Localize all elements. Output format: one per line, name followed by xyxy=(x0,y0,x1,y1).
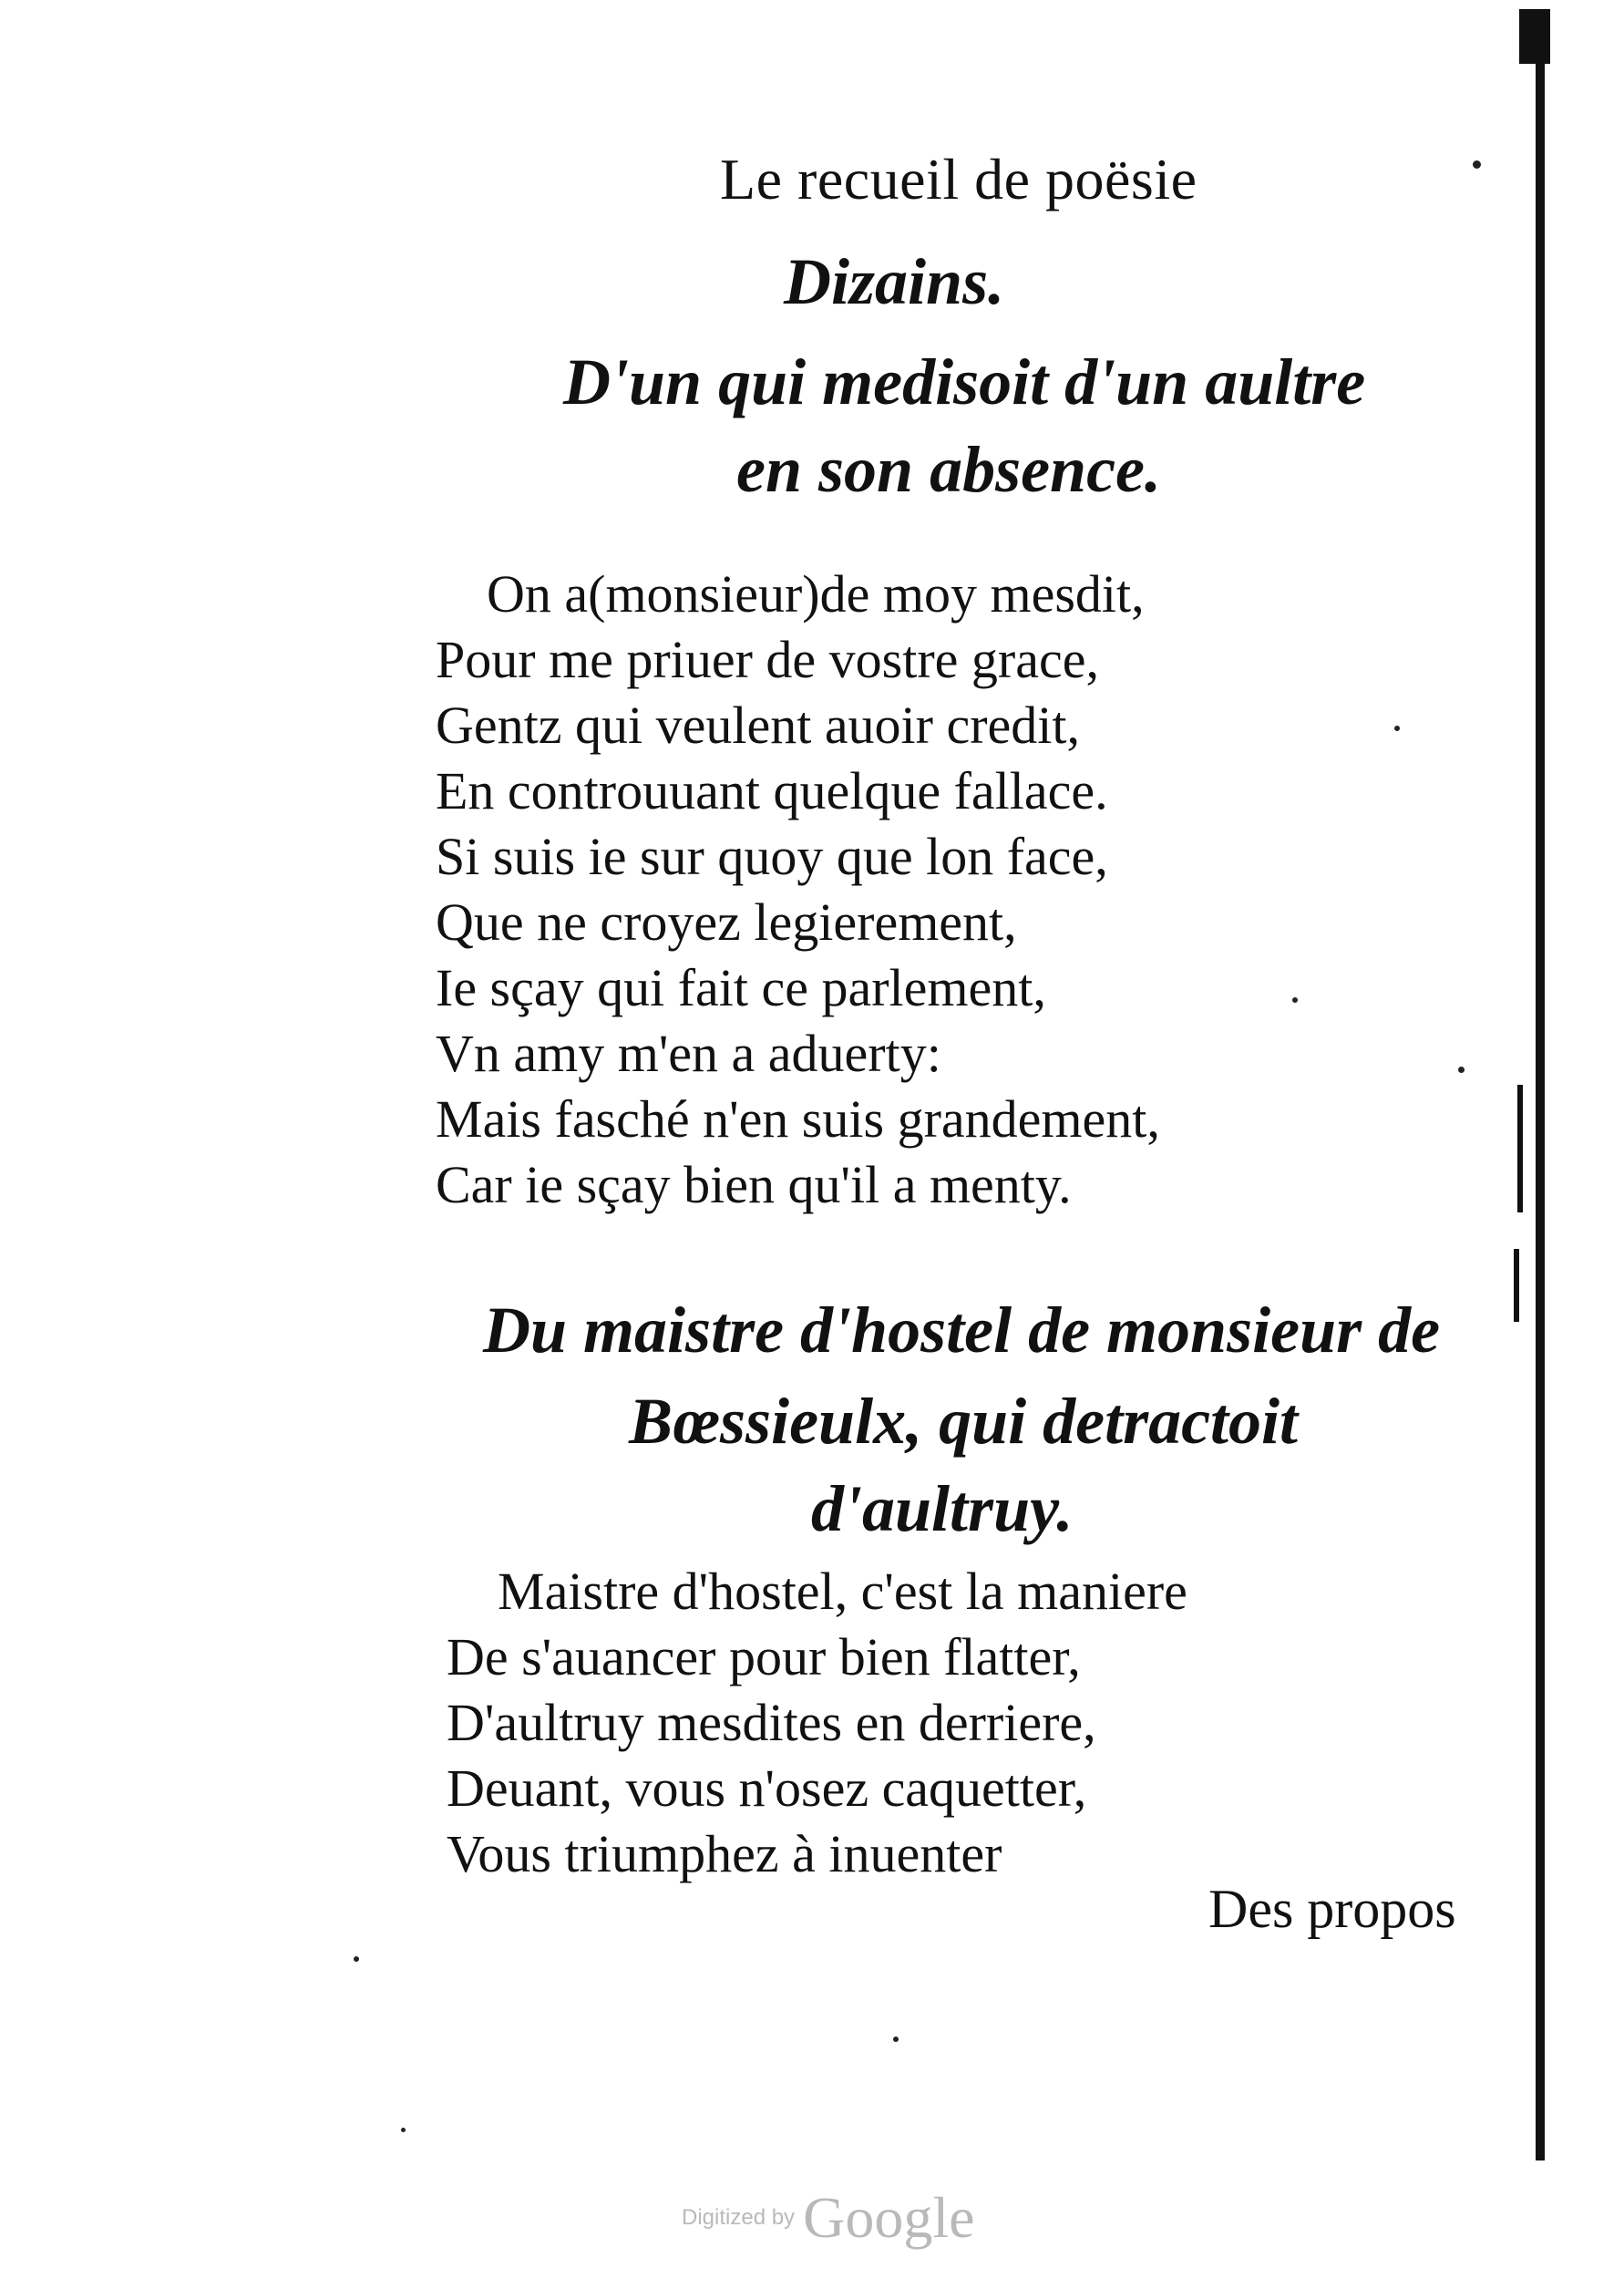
verse-line: Maistre d'hostel, c'est la maniere xyxy=(498,1562,1187,1621)
poem-title-line: D'un qui medisoit d'un aultre xyxy=(563,345,1366,418)
verse-line: De s'auancer pour bien flatter, xyxy=(447,1627,1081,1686)
poem-title-line: Bœssieulx, qui detractoit xyxy=(629,1385,1299,1458)
verse-line: Pour me priuer de vostre grace, xyxy=(436,630,1099,689)
verse-line: Vous triumphez à inuenter xyxy=(447,1824,1002,1883)
scan-speck xyxy=(1458,1067,1465,1073)
scan-speck xyxy=(1292,997,1298,1003)
verse-line: Que ne croyez legierement, xyxy=(436,892,1017,952)
verse-line: Ie sçay qui fait ce parlement, xyxy=(436,958,1046,1017)
running-head: Le recueil de poësie xyxy=(720,147,1197,211)
poem-verse xyxy=(447,1559,1187,1887)
verse-line: Vn amy m'en a aduerty: xyxy=(436,1024,941,1083)
verse-line: On a(monsieur)de moy mesdit, xyxy=(487,564,1145,624)
scan-edge-mark xyxy=(1517,1085,1523,1212)
digitization-watermark xyxy=(682,2184,975,2252)
verse-line: D'aultruy mesdites en derriere, xyxy=(447,1693,1096,1752)
verse-line: Deuant, vous n'osez caquetter, xyxy=(447,1758,1087,1818)
verse-line: Mais fasché n'en suis grandement, xyxy=(436,1089,1160,1149)
scan-edge-line xyxy=(1536,46,1545,2160)
section-heading: Dizains. xyxy=(784,245,1005,318)
scan-edge xyxy=(1463,9,1563,2160)
scan-edge-mark xyxy=(1514,1249,1519,1322)
scan-edge-blot xyxy=(1519,9,1550,64)
verse-line: En controuuant quelque fallace. xyxy=(436,761,1108,820)
catchword: Des propos xyxy=(1208,1879,1456,1939)
poem-title-line: d'aultruy. xyxy=(811,1472,1074,1545)
verse-line: Car ie sçay bien qu'il a menty. xyxy=(436,1155,1072,1214)
scan-speck xyxy=(354,1956,359,1962)
poem-title-line: en son absence. xyxy=(736,433,1161,506)
poem-title-line: Du maistre d'hostel de monsieur de xyxy=(483,1294,1441,1366)
poem-verse xyxy=(436,562,1160,1218)
verse-line: Gentz qui veulent auoir credit, xyxy=(436,696,1081,755)
verse-line: Si suis ie sur quoy que lon face, xyxy=(436,827,1108,886)
google-logo: Google xyxy=(803,2185,975,2250)
scan-speck xyxy=(1394,726,1400,731)
watermark-prefix: Digitized by xyxy=(682,2205,796,2230)
scan-speck xyxy=(1473,160,1481,169)
scan-speck xyxy=(401,2128,406,2132)
scan-speck xyxy=(893,2037,899,2042)
